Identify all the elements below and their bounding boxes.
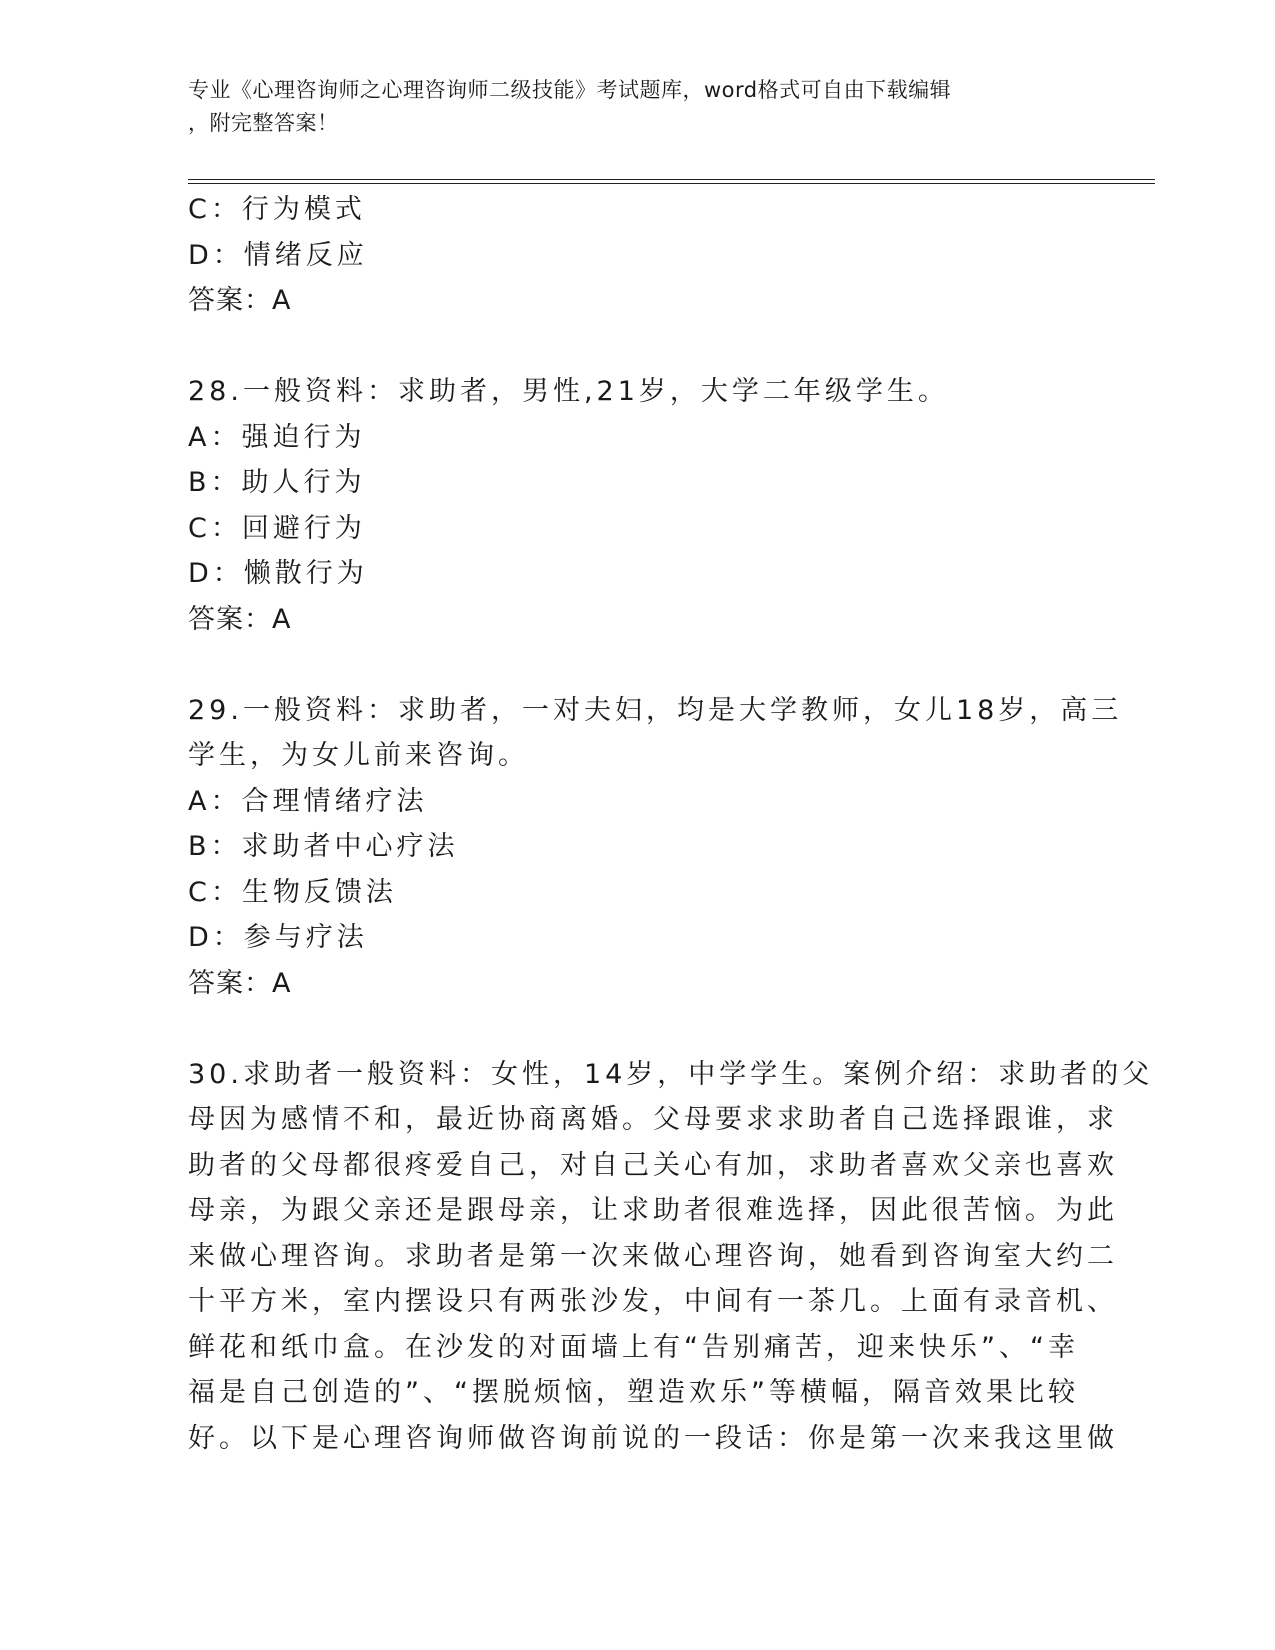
header-title-continuation: ，附完整答案！ [188, 111, 339, 135]
option-a: A：合理情绪疗法 [188, 785, 428, 817]
question-28 [188, 369, 1088, 642]
question-29 [188, 688, 1123, 1007]
question-stem-line: 母因为感情不和，最近协商离婚。父母要求求助者自己选择跟谁，求 [188, 1104, 1118, 1135]
option-c: C：行为模式 [188, 194, 366, 225]
question-stem-line: 好。以下是心理咨询师做咨询前说的一段话：你是第一次来我这里做 [188, 1422, 1118, 1454]
question-stem-continuation: 学生，为女儿前来咨询。 [188, 740, 529, 771]
option-d: D：参与疗法 [188, 922, 368, 953]
option-b: B：助人行为 [188, 467, 366, 498]
question-stem: 29.一般资料：求助者，一对夫妇，均是大学教师，女儿18岁，高三 [188, 694, 1123, 726]
answer-line: 答案：A [188, 967, 292, 999]
question-stem-line: 母亲，为跟父亲还是跟母亲，让求助者很难选择，因此很苦恼。为此 [188, 1195, 1118, 1226]
answer-line: 答案：A [188, 603, 292, 635]
option-a: A：强迫行为 [188, 421, 366, 453]
spacer [188, 1006, 1088, 1052]
option-d: D：懒散行为 [188, 558, 368, 589]
question-stem-line: 来做心理咨询。求助者是第一次来做心理咨询，她看到咨询室大约二 [188, 1240, 1118, 1272]
question-stem-line: 鲜花和纸巾盒。在沙发的对面墙上有“告别痛苦，迎来快乐”、“幸 [188, 1331, 1079, 1363]
spacer [188, 642, 1088, 688]
answer-line: 答案：A [188, 285, 292, 316]
document-header [188, 74, 1068, 140]
option-c: C：回避行为 [188, 512, 366, 544]
spacer [188, 324, 1088, 370]
option-d: D：情绪反应 [188, 239, 368, 271]
question-stem-line: 十平方米，室内摆设只有两张沙发，中间有一茶几。上面有录音机、 [188, 1286, 1118, 1317]
header-divider-top [188, 179, 1155, 180]
header-divider-bottom [188, 183, 1155, 184]
question-list [188, 187, 1154, 1461]
question-stem: 28.一般资料：求助者，男性,21岁，大学二年级学生。 [188, 376, 949, 407]
option-c: C：生物反馈法 [188, 876, 397, 908]
option-b: B：求助者中心疗法 [188, 831, 459, 862]
question-stem-line: 福是自己创造的”、“摆脱烦恼，塑造欢乐”等横幅，隔音效果比较 [188, 1377, 1079, 1408]
question-27-tail [188, 187, 1088, 324]
question-30 [188, 1052, 1154, 1462]
question-stem-line: 30.求助者一般资料：女性，14岁，中学学生。案例介绍：求助者的父 [188, 1058, 1154, 1090]
question-stem-line: 助者的父母都很疼爱自己，对自己关心有加，求助者喜欢父亲也喜欢 [188, 1149, 1118, 1181]
header-title-line: 专业《心理咨询师之心理咨询师二级技能》考试题库，word格式可自由下载编辑 [188, 78, 952, 102]
